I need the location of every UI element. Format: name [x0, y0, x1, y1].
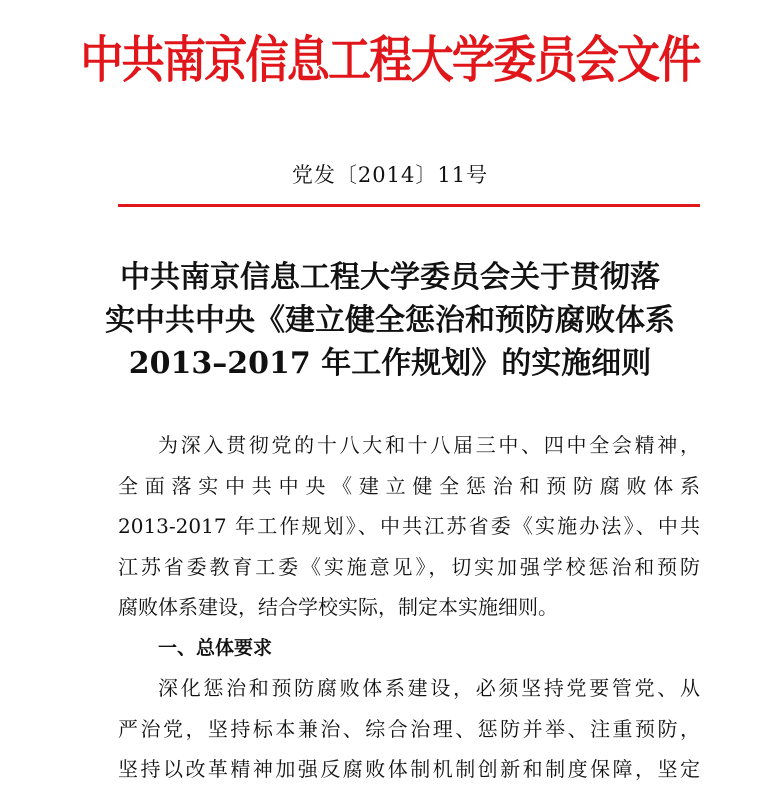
- document-masthead: 中共南京信息工程大学委员会文件: [80, 30, 700, 89]
- body-text-line: 全面落实中共中央《建立健全惩治和预防腐败体系: [118, 473, 700, 498]
- body-text-line: 2013-2017 年工作规划》、中共江苏省委《实施办法》、中共: [118, 514, 700, 538]
- title-line: 2013–2017 年工作规划》的实施细则: [128, 346, 652, 381]
- title-line: 实中共中央《建立健全惩治和预防腐败体系: [105, 303, 675, 338]
- body-text-line: 严治党，坚持标本兼治、综合治理、惩防并举、注重预防，: [118, 716, 700, 741]
- body-text-line: 深化惩治和预防腐败体系建设，必须坚持党要管党、从: [158, 676, 700, 700]
- document-body: [118, 425, 700, 790]
- document-number: 党发〔2014〕11号: [291, 163, 489, 187]
- document-title: [90, 256, 690, 385]
- section-heading: 一、总体要求: [158, 636, 273, 659]
- body-text-line: 江苏省委教育工委《实施意见》，切实加强学校惩治和预防: [118, 554, 700, 579]
- body-text-line: 坚持以改革精神加强反腐败体制机制创新和制度保障，坚定: [118, 757, 700, 781]
- body-text-line: 为深入贯彻党的十八大和十八届三中、四中全会精神，: [158, 433, 700, 457]
- title-line: 中共南京信息工程大学委员会关于贯彻落: [120, 260, 660, 295]
- red-divider-rule: [118, 204, 700, 207]
- body-text-line: 腐败体系建设，结合学校实际，制定本实施细则。: [118, 595, 558, 619]
